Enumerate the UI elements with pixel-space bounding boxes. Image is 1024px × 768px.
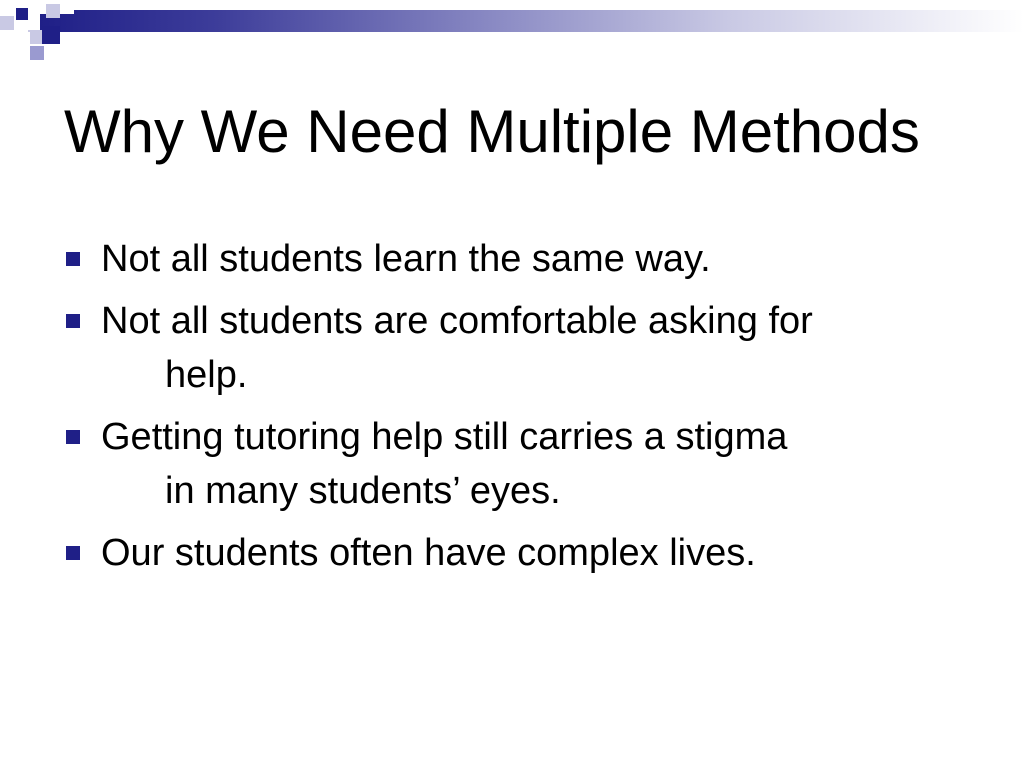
bullet-text-continuation: in many students’ eyes.	[165, 470, 561, 512]
bullet-text: Our students often have complex lives.	[101, 532, 756, 574]
decor-square	[30, 46, 44, 60]
decor-square	[0, 16, 14, 30]
decor-square	[16, 8, 28, 20]
square-bullet-icon	[66, 430, 80, 444]
decor-square	[20, 32, 30, 46]
bullet-item	[64, 410, 984, 518]
bullet-text: Getting tutoring help still carries a stigma	[101, 416, 788, 458]
bullet-item	[64, 294, 984, 402]
square-bullet-icon	[66, 252, 80, 266]
bullet-text: Not all students are comfortable asking for	[101, 300, 813, 342]
decor-square	[42, 26, 60, 44]
bullet-item	[64, 232, 984, 286]
bullet-text: Not all students learn the same way.	[101, 238, 711, 280]
slide-title: Why We Need Multiple Methods	[64, 98, 920, 165]
square-bullet-icon	[66, 314, 80, 328]
decor-square	[60, 0, 74, 14]
header-gradient-bar	[40, 10, 1024, 32]
decor-square	[28, 30, 42, 44]
decor-square	[32, 0, 46, 14]
bullet-text-continuation: help.	[165, 354, 248, 396]
square-bullet-icon	[66, 546, 80, 560]
bullet-list	[64, 232, 984, 588]
decor-square	[0, 0, 16, 16]
decor-square	[46, 4, 60, 18]
bullet-item	[64, 526, 984, 580]
